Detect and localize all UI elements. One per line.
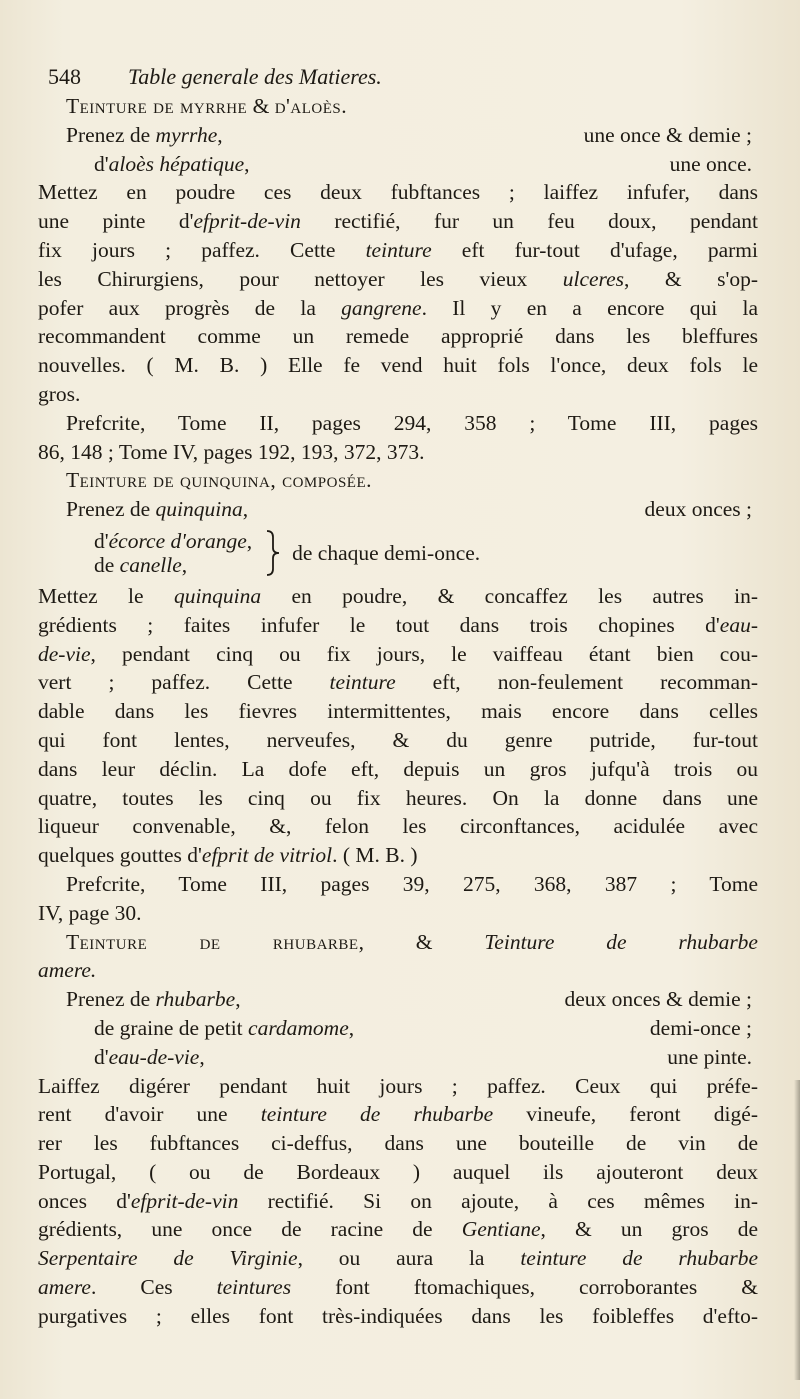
ingredient-quantity: une once & demie ;	[583, 122, 752, 147]
paragraph-myrrhe: Mettez en poudre ces deux fubftances ; laiffez infufer, dans une pinte d'efprit-de-vin rectifié, fur un feu doux, pendant fix jours ; paffez. Cette teinture eft fur-tout d'ufage, parmi les Chirurgiens, pour nettoyer les vieux ulceres, & s'op- pofer aux progrès de la gangrene. Il y en a encore qui la recommandent comme un remede approprié dans les bleffures nouvelles. ( M. B. ) Elle fe vend huit fols l'once, deux fols le gros.	[38, 180, 758, 406]
ingredient-quantity: demi-once ;	[649, 1015, 752, 1040]
brace-group	[38, 524, 758, 582]
ingredient-quantity: une once.	[669, 151, 752, 176]
paragraph-quinquina: Mettez le quinquina en poudre, & concaffez les autres in- grédients ; faites infufer le tout dans trois chopines d'eau- de-vie, pendant cinq ou fix jours, le vaiffeau étant bien cou- vert ; paffez. Cette teinture eft, non-feulement recomman- dable dans les fievres intermittentes, mais encore dans celles qui font lentes, nerveufes, & du genre putride, fur-tout dans leur déclin. La dofe eft, depuis un gros jufqu'à trois ou quatre, toutes les cinq ou fix heures. On la donne dans une liqueur convenable, &, felon les circonftances, acidulée avec quelques gouttes d'efprit de vitriol. ( M. B. )	[38, 583, 758, 868]
section-heading-myrrhe: Teinture de myrrhe & d'aloès.	[66, 94, 348, 118]
running-title: Table generale des Matieres.	[128, 64, 382, 89]
page-header	[48, 64, 748, 94]
ingredient-quantity: de chaque demi-once.	[292, 540, 481, 565]
ingredient-line: d'aloès hépatique, une once.	[38, 150, 758, 179]
ingredient-line: d'eau-de-vie, une pinte.	[38, 1043, 758, 1072]
section-heading-rhubarbe: Teinture de rhubarbe, & Teinture de rhubarbe	[66, 929, 758, 954]
ingredient-line: Prenez de quinquina, deux onces ;	[38, 495, 758, 524]
ingredient-line: de graine de petit cardamome, demi-once ;	[38, 1014, 758, 1043]
section-heading-rhubarbe-cont: amere.	[38, 958, 97, 983]
ingredient-line: Prenez de myrrhe, une once & demie ;	[38, 121, 758, 150]
ingredient-line: d'écorce d'orange,	[94, 528, 253, 553]
ingredient-quantity: deux onces ;	[644, 497, 752, 522]
paragraph-rhubarbe: Laiffez digérer pendant huit jours ; paffez. Ceux qui préfe- rent d'avoir une teinture de rhubarbe vineufe, feront digé- rer les fubftances ci-deffus, dans une bouteille de vin de Portugal, ( ou de Bordeaux ) auquel ils ajouteront deux onces d'efprit-de-vin rectifié. Si on ajoute, à ces mêmes in- grédients, une once de racine de Gentiane, & un gros de Serpentaire de Virginie, ou aura la teinture de rhubarbe amere. Ces teintures font ftomachiques, corroborantes & purgatives ; elles font très-indiquées dans les foibleffes d'efto-	[38, 1073, 759, 1328]
text-body	[38, 92, 758, 1331]
page-edge-shadow	[794, 1080, 800, 1380]
page-number: 548	[48, 64, 81, 89]
ingredient-quantity: deux onces & demie ;	[564, 987, 752, 1012]
ingredient-line: de canelle,	[94, 552, 188, 577]
ingredient-line: Prenez de rhubarbe, deux onces & demie ;	[38, 985, 758, 1014]
ingredient-quantity: une pinte.	[667, 1044, 752, 1069]
curly-brace-icon	[264, 529, 282, 577]
reference-myrrhe: Prefcrite, Tome II, pages 294, 358 ; Tome III, pages 86, 148 ; Tome IV, pages 192, 193, 372, 373.	[38, 410, 758, 464]
reference-quinquina: Prefcrite, Tome III, pages 39, 275, 368, 387 ; Tome IV, page 30.	[38, 871, 758, 925]
section-heading-quinquina: Teinture de quinquina, composée.	[66, 468, 372, 493]
